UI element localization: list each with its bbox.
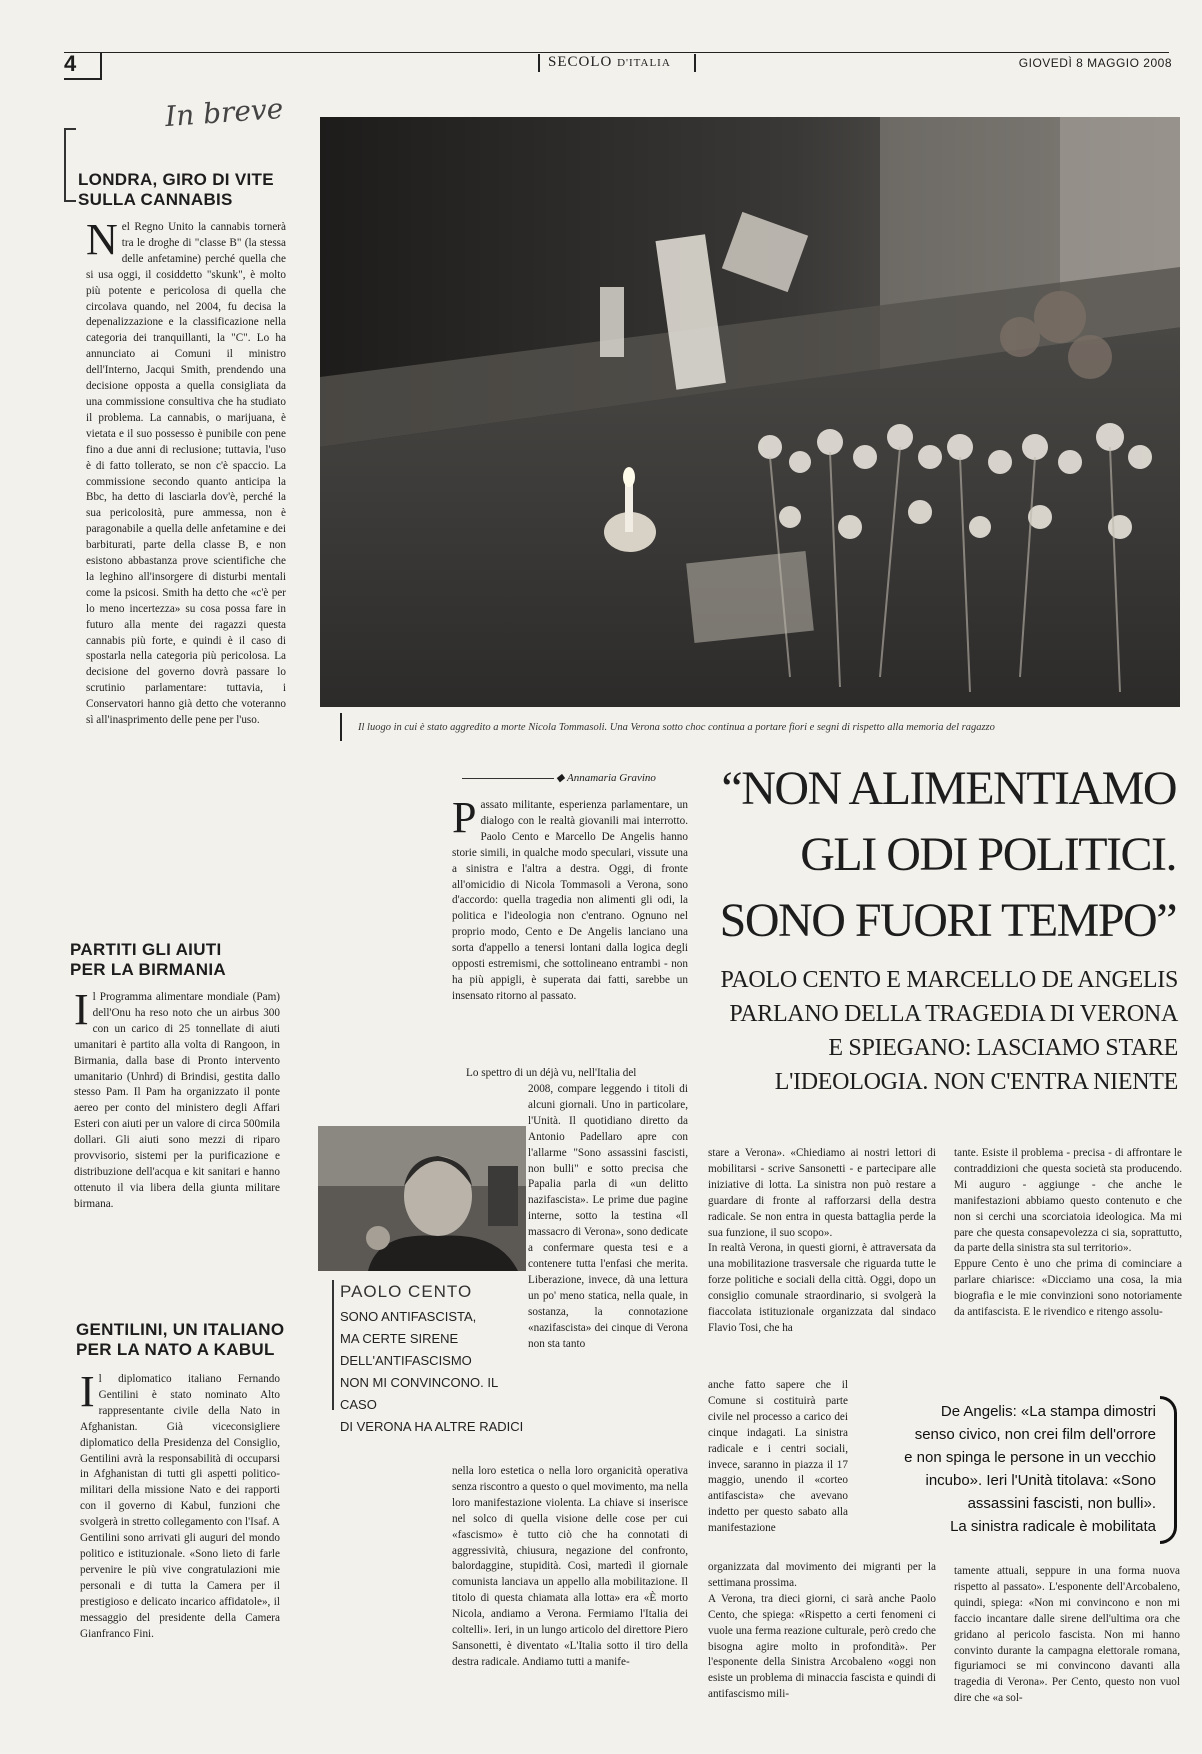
pullquote-line-6: La sinistra radicale è mobilitata xyxy=(950,1518,1156,1535)
brief-1-title xyxy=(78,170,278,210)
brief-2-body xyxy=(74,990,280,1302)
masthead-main: SECOLO xyxy=(548,54,613,70)
pullquote xyxy=(860,1400,1156,1538)
memorial-photo-illustration xyxy=(320,117,1180,707)
portrait-quote-line-4: NON MI CONVINCONO. IL CASO xyxy=(340,1375,498,1412)
brief-2-text: l Programma alimentare mondiale (Pam) dell'Onu ha reso noto che un airbus 300 con un carico di 25 tonnellate di aiuti umanitari è partito alla volta di Rangoon, in Birmania, dalla base di Pronto intervento umanitario (Unhrd) di Brindisi, gestita dallo stesso Pam. Il Pam ha organizzato il ponte aereo per conto del ministero degli Affari Esteri con aiuti per un valore di circa 500mila dollari. Gli aiuti sono mezzi di riparo provvisorio, sistemi per la purificazione e distribuzione dell'acqua e kit sanitari e hanno ottenuto il via libera della giunta militare birmana. xyxy=(74,991,280,1210)
sidebar-bracket xyxy=(64,128,76,202)
brief-1-title-line1: LONDRA, GIRO DI VITE xyxy=(78,170,274,189)
portrait-name: PAOLO CENTO xyxy=(340,1282,473,1301)
brief-2-title-line1: PARTITI GLI AIUTI xyxy=(70,940,222,959)
headline xyxy=(690,762,1176,948)
subhead-line-4: L'IDEOLOGIA. NON C'ENTRA NIENTE xyxy=(774,1069,1178,1095)
issue-date: GIOVEDÌ 8 MAGGIO 2008 xyxy=(1018,56,1172,70)
main-photo-caption: Il luogo in cui è stato aggredito a morte Nicola Tommasoli. Una Verona sotto choc continua a portare fiori e segni di rispetto alla memoria del ragazzo xyxy=(358,722,995,733)
byline-rule xyxy=(462,778,554,779)
byline xyxy=(556,771,656,784)
headline-line-1: “NON ALIMENTIAMO xyxy=(721,762,1176,815)
article-col3-top: tante. Esiste il problema - precisa - di affrontare le contraddizioni che questa società sta producendo. Mi auguro - aggiunge - che anche le manifestazioni abbiamo questo contenuto e che non si cerchi una scorciatoia ideologica. Ma mi pare che questa consapevolezza ci sia, soprattutto, da parte della sinistra sta sul territorio». Eppure Cento è uno che prima di cominciare a parlare chiarisce: «Dicciamo una cosa, la mia biografia e le mie convinzioni sono notoriamente da antifascista. E le rivendico e ritengo assolu- xyxy=(954,1147,1182,1319)
subhead-line-3: E SPIEGANO: LASCIAMO STARE xyxy=(828,1035,1178,1061)
article-col2-bottom: organizzata dal movimento dei migranti per la settimana prossima. A Verona, tra dieci giorni, ci sarà anche Paolo Cento, che spiega: «Rispetto a certi fenomeni ci vuole una ferma reazione culturale, però credo che bisogna agire molto in profondità». Per l'esponente della Sinistra Arcobaleno «oggi non esiste un problema di minaccia fascista e quindi di antifascismo mili- xyxy=(708,1561,936,1701)
brief-3-title xyxy=(76,1320,286,1360)
portrait-quote xyxy=(340,1306,530,1438)
article-col2-narrow: anche fatto sapere che il Comune si costituirà parte civile nel processo a carico dei cinque indagati. La sinistra radicale e i centri sociali, invece, saranno in piazza il 17 maggio, unendo il «corteo antifascista» che avevano indetto per questo sabato alla manifestazione xyxy=(708,1379,848,1535)
byline-diamond-icon: ◆ xyxy=(556,772,568,784)
subhead-line-2: PARLANO DELLA TRAGEDIA DI VERONA xyxy=(729,1001,1178,1027)
brief-3-body xyxy=(80,1372,280,1720)
masthead-small: D'ITALIA xyxy=(617,57,671,69)
brief-3-title-line1: GENTILINI, UN ITALIANO xyxy=(76,1320,285,1339)
portrait-photo xyxy=(318,1126,526,1271)
brief-2-title xyxy=(70,940,280,980)
pullquote-line-4: incubo». Ieri l'Unità titolava: «Sono xyxy=(925,1472,1156,1489)
brief-1-text: el Regno Unito la cannabis tornerà tra le droghe di "classe B" (la stessa delle anfetamine) perché quella che si usa oggi, il cosiddetto "skunk", è molto più potente e pericolosa di quella che circolava quando, nel 2004, fu decisa la depenalizzazione e la classificazione nella categoria dei tranquillanti, la "C". Lo ha annunciato ai Comuni il ministro dell'Interno, Jacqui Smith, prendendo una decisione opposta a quella consigliata da una commissione consultiva che ha studiato il problema. La cannabis, o marijuana, è vietata e il suo possesso è punibile con pene fino a due anni di reclusione; tuttavia, l'uso è di fatto tollerato, se non c'è spaccio. La commissione secondo quanto anticipa la Bbc, ha detto di lasciarla dov'è, perché la sua pericolosità, pure ammessa, non è paragonabile a quella delle anfetamine e dei barbiturati, parte della classe B, e non esistono abbastanza prove scientifiche che la leghino all'insorgere di disturbi mentali come la psicosi. Smith ha detto che «c'è per lo meno incertezza» su cosa possa fare in futuro alla mente dei ragazzi questa cannabis più forte, e quindi è il caso di spostarla nella categoria più pericolosa. La decisione del governo dovrà passare lo scrutinio parlamentare: tuttavia, i Conservatori hanno già detto che voteranno sì all'inasprimento delle pene per l'uso. xyxy=(86,221,286,727)
byline-author: Annamaria Gravino xyxy=(567,772,656,784)
portrait-quote-line-5: DI VERONA HA ALTRE RADICI xyxy=(340,1419,524,1434)
article-col3-bottom: tamente attuali, seppure in una forma nuova rispetto al passato». L'esponente dell'Arcobaleno, quindi, spiega: «Non mi convincono e non mi faccio incantare dalle sirene dell'ultima ora che gridano al pericolo fascista. Non mi hanno convinto durante la campagna elettorale romana, figuriamoci se mi convincono davanti alla tragedia di Verona». Per Cento, questo non vuol dire che «a sol- xyxy=(954,1565,1180,1705)
article-col1-text: assato militante, esperienza parlamentare, un dialogo con le realtà giovanili mai interrotto. Paolo Cento e Marcello De Angelis hanno storie simili, in qualche modo speculari, vissute una a sinistra e l'altra a destra. Oggi, di fronte all'omicidio di Nicola Tommasoli a Verona, sono d'accordo: quella tragedia non alimenti gli odi, la politica e l'ideologia non c'entrano. Ognuno nel proprio modo, Cento e De Angelis lanciano una sorta d'appello a tenersi lontani dalla logica degli opposti estremismi, che sottolineano entrambi - non ha più appigli, è superata dai fatti, sarebbe un insensato ritorno al passato. xyxy=(452,799,688,1002)
portrait-illustration xyxy=(318,1126,526,1271)
brief-2-title-line2: PER LA BIRMANIA xyxy=(70,960,226,979)
article-col1-top xyxy=(452,798,688,1060)
portrait-quote-line-3: DELL'ANTIFASCISMO xyxy=(340,1353,472,1368)
article-col1-para2: Lo spettro di un déjà vu, nell'Italia del xyxy=(466,1067,637,1079)
pullquote-line-1: De Angelis: «La stampa dimostri xyxy=(940,1403,1156,1420)
article-col2-top: stare a Verona». «Chiediamo ai nostri lettori di mobilitarsi - scrive Sansonetti - e partecipare alle iniziative di lotta. La sinistra non può restare a guardare di fronte al rafforzarsi della destra radicale. Se non entra in questa battaglia perde la sua funzione, il suo scopo». In realtà Verona, in questi giorni, è attraversata da una mobilitazione trasversale che riguarda tutte le forze politiche e sociali della città. Oggi, dopo un consiglio comunale straordinario, si svolgerà la fiaccolata istituzionale organizzata dal sindaco Flavio Tosi, che ha xyxy=(708,1147,936,1334)
pullquote-line-5: assassini fascisti, non bulli». xyxy=(967,1495,1156,1512)
portrait-quote-line-1: SONO ANTIFASCISTA, xyxy=(340,1309,477,1324)
article-dropcap: P xyxy=(452,798,477,842)
brief-3-dropcap: I xyxy=(80,1372,95,1416)
brief-1-title-line2: SULLA CANNABIS xyxy=(78,190,233,209)
article-col1-bottom: nella loro estetica o nella loro organicità operativa senza riscontro a questo o quel movimento, ma nella loro manifestazione violenta. La chiave si inserisce nel solco di quella visione delle cose per cui «fascismo» è tutto ciò che ha connotati di aggressività, chiusura, negazione del confronto, balordaggine, stupidità. Così, martedì il giornale comunista lanciava un appello alla mobilitazione. Il titolo di questa chiamata alla lotta» era «È morto Nicola, andiamo a Verona. Fermiamo l'Italia dei coltelli». Ieri, in un lungo articolo del direttore Piero Sansonetti, è diventato «L'Italia sotto il tiro della destra radicale. Andiamo tutti a manife- xyxy=(452,1465,688,1668)
masthead-divider-left xyxy=(538,54,540,72)
brief-3-title-line2: PER LA NATO A KABUL xyxy=(76,1340,275,1359)
brief-1-dropcap: N xyxy=(86,220,118,264)
pullquote-line-2: senso civico, non crei film dell'orrore xyxy=(914,1426,1156,1443)
pullquote-bracket xyxy=(1160,1396,1177,1544)
pullquote-line-3: e non spinga le persone in un vecchio xyxy=(904,1449,1156,1466)
portrait-caption-marker xyxy=(332,1280,334,1410)
caption-marker xyxy=(340,713,342,741)
brief-1-body xyxy=(86,220,286,920)
header-rule xyxy=(64,52,1169,53)
brief-2-dropcap: I xyxy=(74,990,89,1034)
main-photo xyxy=(320,117,1180,707)
subheadline xyxy=(690,963,1178,1099)
headline-line-3: SONO FUORI TEMPO” xyxy=(719,894,1176,947)
page-number: 4 xyxy=(64,52,102,80)
article-col1-narrow: 2008, compare leggendo i titoli di alcuni giornali. Uno in particolare, l'Unità. Il quotidiano diretto da Antonio Padellaro apre con l'allarme "Sono assassini fascisti, non bulli" e sotto precisa che Papalia parla di «un delitto nazifascista». Le prime due pagine interne, sotto la testina «Il massacro di Verona», sono dedicate a confermare questa tesi e a contenere tutta l'enfasi che merita. Liberazione, invece, dà una lettura un po' meno statica, nella quale, in sostanza, la connotazione «nazifascista» dei cinque di Verona non sta tanto xyxy=(528,1083,688,1350)
portrait-quote-line-2: MA CERTE SIRENE xyxy=(340,1331,459,1346)
handwritten-label: In breve xyxy=(163,91,285,134)
masthead-divider-right xyxy=(694,54,696,72)
subhead-line-1: PAOLO CENTO E MARCELLO DE ANGELIS xyxy=(720,967,1178,993)
headline-line-2: GLI ODI POLITICI. xyxy=(800,828,1176,881)
masthead xyxy=(548,54,671,71)
brief-3-text: l diplomatico italiano Fernando Gentilini è stato nominato Alto rappresentante civile della Nato in Afghanistan. Già viceconsigliere diplomatico della Presidenza del Consiglio, Gentilini avrà la responsabilità di occuparsi in Afghanistan di tutti gli aspetti politico-militari della missione Nato e dei rapporti con il governo di Kabul, funzioni che svolgerà in stretto collegamento con l'Isaf. A Gentilini sono arrivati gli auguri del mondo politico e istituzionale. «Sono lieto di farle pervenire le più vive congratulazioni mie personali e di tutta la Camera per il prestigioso e delicato incarico affidatole», il messaggio del presidente della Camera Gianfranco Fini. xyxy=(80,1373,280,1640)
